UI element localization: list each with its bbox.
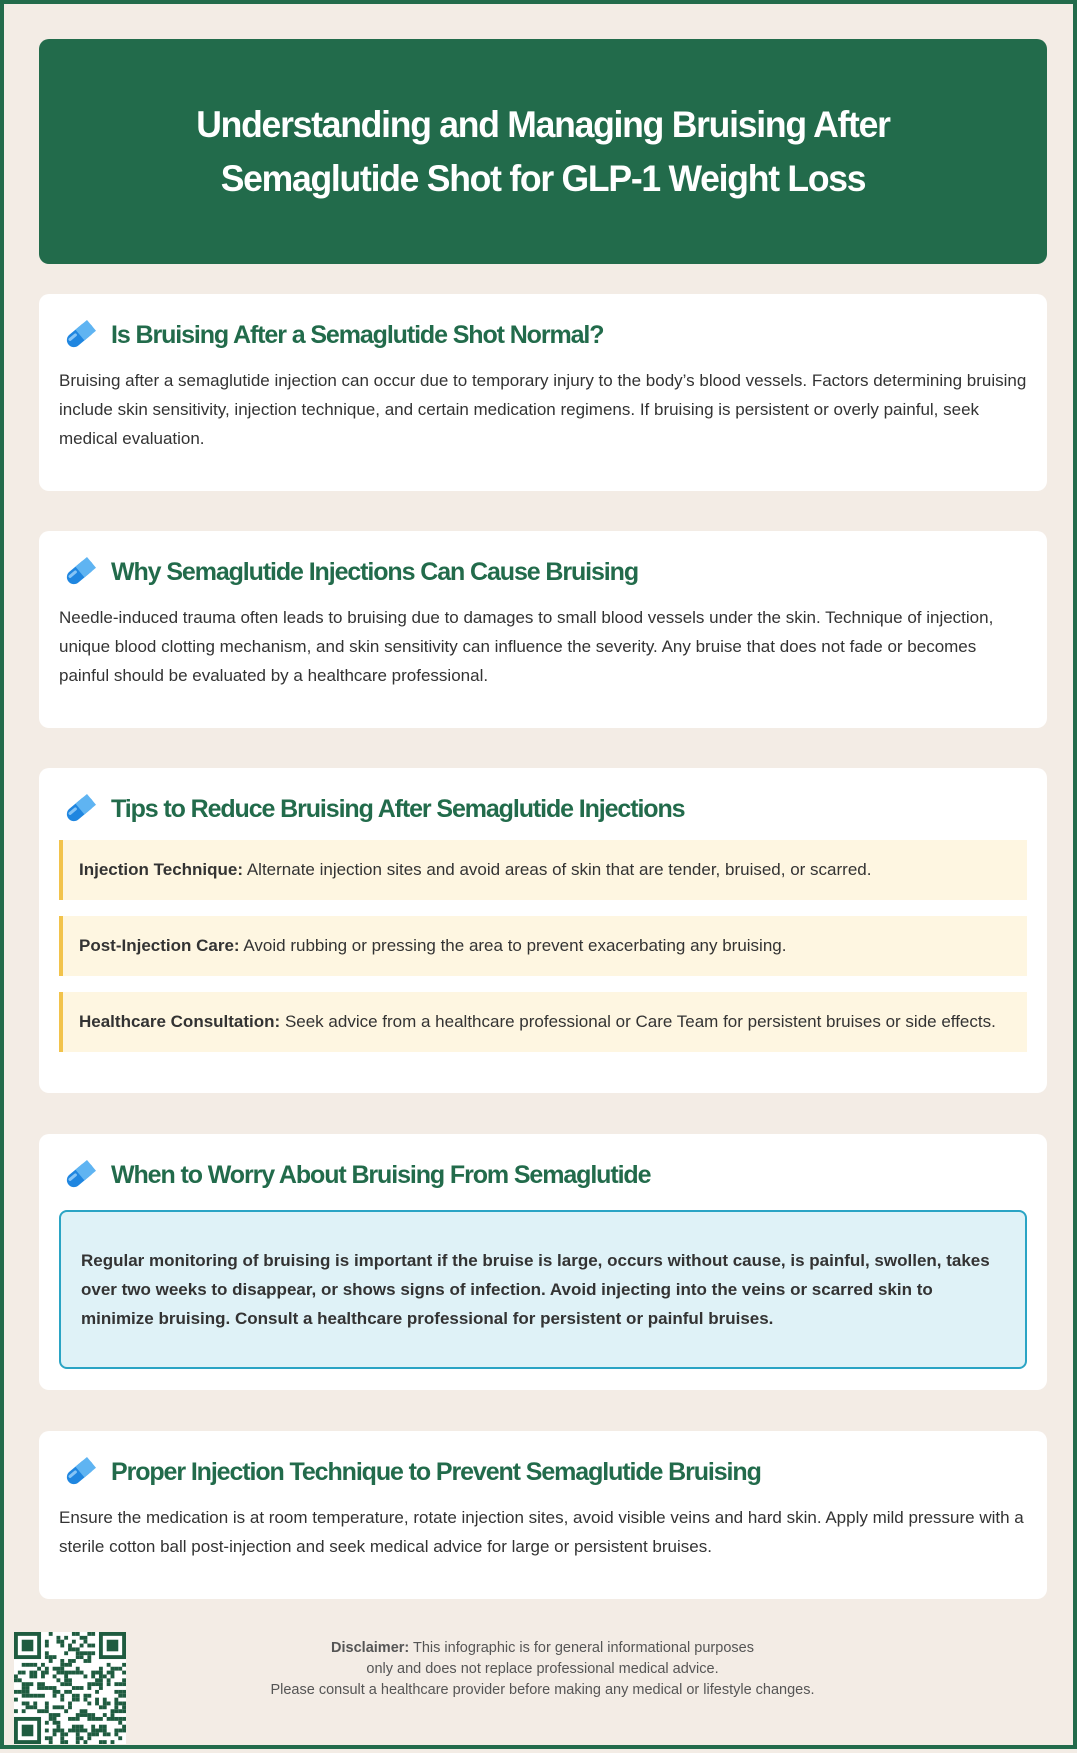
section-card-technique	[39, 1431, 1047, 1599]
disclaimer-line: This infographic is for general informational purposes	[413, 1640, 754, 1656]
section-card-normal	[39, 294, 1047, 491]
section-card-tips	[39, 768, 1047, 1093]
tip-item-consultation	[59, 992, 1027, 1052]
footer	[4, 1624, 1077, 1753]
disclaimer-line: only and does not replace professional medical advice.	[366, 1661, 719, 1677]
section-heading	[63, 551, 1027, 593]
pill-icon	[63, 792, 97, 826]
tip-item-post-care	[59, 916, 1027, 976]
section-heading	[63, 314, 1027, 356]
qr-code-icon[interactable]	[14, 1632, 126, 1744]
disclaimer-line: Please consult a healthcare provider before making any medical or lifestyle changes.	[270, 1682, 815, 1698]
alert-box: Regular monitoring of bruising is important if the bruise is large, occurs without cause, is painful, swollen, takes over two weeks to disappear, or shows signs of infection. Avoid injecting into the veins or scarred skin to minimize bruising. Consult a healthcare professional for persistent or painful bruises.	[59, 1210, 1027, 1369]
tip-label: Injection Technique:	[79, 860, 244, 879]
section-heading-text: Is Bruising After a Semaglutide Shot Normal?	[111, 320, 604, 349]
tip-label: Post-Injection Care:	[79, 936, 240, 955]
page-title: Understanding and Managing Bruising After Semaglutide Shot for GLP-1 Weight Loss	[196, 103, 890, 199]
section-body: Ensure the medication is at room temperature, rotate injection sites, avoid visible veins and hard skin. Apply mild pressure with a sterile cotton ball post-injection and seek medical advice for large or persistent bruises.	[59, 1508, 1024, 1556]
section-heading-text: Why Semaglutide Injections Can Cause Bruising	[111, 557, 638, 586]
section-card-causes	[39, 531, 1047, 728]
tip-text: Seek advice from a healthcare professional or Care Team for persistent bruises or side effects.	[284, 1012, 996, 1031]
section-heading	[63, 788, 1027, 830]
section-body: Needle-induced trauma often leads to bruising due to damages to small blood vessels under the skin. Technique of injection, unique blood clotting mechanism, and skin sensitivity can influence the severity. Any bruise that does not fade or becomes painful should be evaluated by a healthcare professional.	[59, 608, 994, 685]
section-heading	[63, 1451, 1027, 1493]
tip-text: Avoid rubbing or pressing the area to prevent exacerbating any bruising.	[243, 936, 787, 955]
section-heading-text: Tips to Reduce Bruising After Semaglutide Injections	[111, 794, 685, 823]
tip-label: Healthcare Consultation:	[79, 1012, 281, 1031]
pill-icon	[63, 555, 97, 589]
pill-icon	[63, 1455, 97, 1489]
header-banner	[39, 39, 1047, 264]
section-heading	[63, 1154, 1027, 1196]
disclaimer-label: Disclaimer:	[331, 1640, 410, 1656]
section-heading-text: When to Worry About Bruising From Semaglutide	[111, 1160, 651, 1189]
disclaimer	[204, 1638, 881, 1701]
pill-icon	[63, 1158, 97, 1192]
section-body: Bruising after a semaglutide injection can occur due to temporary injury to the body’s blood vessels. Factors determining bruising include skin sensitivity, injection technique, and certain medication regimens. If bruising is persistent or overly painful, seek medical evaluation.	[59, 371, 1027, 448]
section-heading-text: Proper Injection Technique to Prevent Semaglutide Bruising	[111, 1457, 761, 1486]
tip-text: Alternate injection sites and avoid areas of skin that are tender, bruised, or scarred.	[246, 860, 872, 879]
tip-item-technique	[59, 840, 1027, 900]
pill-icon	[63, 318, 97, 352]
section-card-worry	[39, 1134, 1047, 1390]
